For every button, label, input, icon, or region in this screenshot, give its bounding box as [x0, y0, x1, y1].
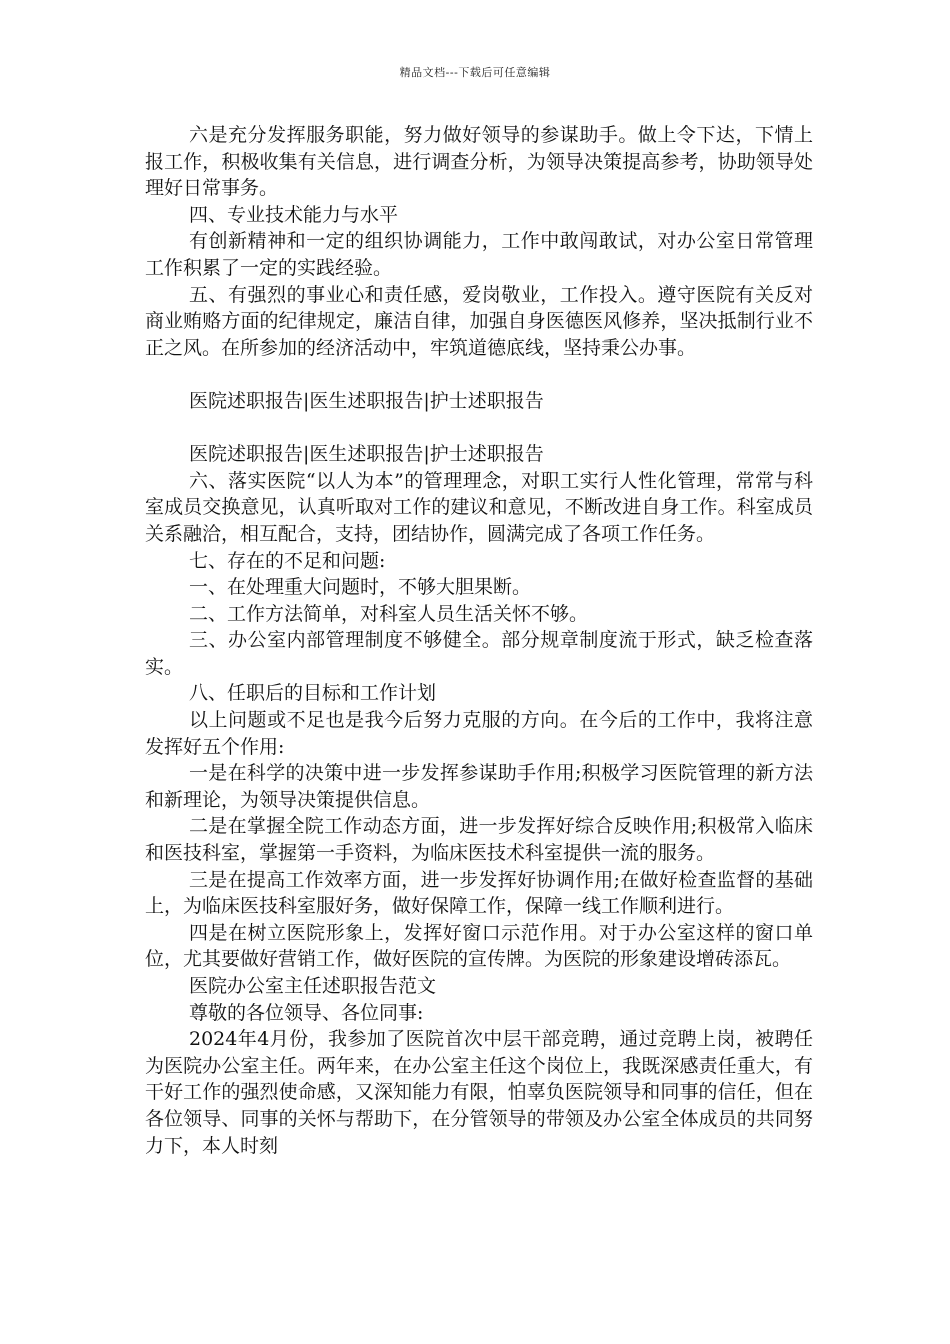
salutation: 尊敬的各位领导、各位同事: — [189, 1001, 424, 1024]
document-body — [145, 122, 813, 1159]
paragraph: 四是在树立医院形象上，发挥好窗口示范作用。对于办公室这样的窗口单位，尤其要做好营销工作，做好医院的宣传牌。为医院的形象建设增砖添瓦。 — [145, 921, 813, 971]
section-heading: 四、专业技术能力与水平 — [189, 203, 399, 226]
paragraph: 一是在科学的决策中进一步发挥参谋助手作用;积极学习医院管理的新方法和新理论，为领导决策提供信息。 — [145, 762, 813, 811]
title-line: 医院述职报告|医生述职报告|护士述职报告 — [189, 443, 544, 466]
paragraph: 五、有强烈的事业心和责任感，爱岗敬业，工作投入。遵守医院有关反对商业贿赂方面的纪律规定，廉洁自律，加强自身医德医风修养，坚决抵制行业不正之风。在所参加的经济活动中，牢筑道德底线，坚持秉公办事。 — [145, 283, 813, 359]
paragraph: 六、落实医院“以人为本”的管理理念，对职工实行人性化管理，常常与科室成员交换意见，认真听取对工作的建议和意见，不断改进自身工作。科室成员关系融洽，相互配合，支持，团结协作，圆满完成了各项工作任务。 — [145, 469, 813, 545]
section-heading: 七、存在的不足和问题: — [189, 549, 386, 572]
blank-line — [145, 361, 813, 388]
paragraph: 一、在处理重大问题时，不够大胆果断。 — [189, 576, 532, 599]
blank-line — [145, 415, 813, 442]
paragraph: 三、办公室内部管理制度不够健全。部分规章制度流于形式，缺乏检查落实。 — [145, 629, 813, 678]
title-line: 医院述职报告|医生述职报告|护士述职报告 — [189, 389, 544, 412]
paragraph: 三是在提高工作效率方面，进一步发挥好协调作用;在做好检查监督的基础上，为临床医技科室服好务，做好保障工作，保障一线工作顺利进行。 — [145, 868, 813, 918]
paragraph: 二、工作方法简单，对科室人员生活关怀不够。 — [189, 602, 589, 625]
section-heading: 医院办公室主任述职报告范文 — [189, 975, 437, 997]
paragraph: 六是充分发挥服务职能，努力做好领导的参谋助手。做上令下达，下情上报工作，积极收集有关信息，进行调查分析，为领导决策提高参考，协助领导处理好日常事务。 — [145, 124, 813, 200]
paragraph: 有创新精神和一定的组织协调能力，工作中敢闯敢试，对办公室日常管理工作积累了一定的实践经验。 — [145, 230, 813, 279]
paragraph: 以上问题或不足也是我今后努力克服的方向。在今后的工作中，我将注意发挥好五个作用: — [145, 709, 813, 758]
paragraph: 二是在掌握全院工作动态方面，进一步发挥好综合反映作用;积极常入临床和医技科室，掌握第一手资料，为临床医技术科室提供一流的服务。 — [145, 815, 813, 865]
section-heading: 八、任职后的目标和工作计划 — [189, 682, 437, 705]
page-header: 精品文档---下载后可任意编辑 — [399, 66, 551, 79]
paragraph: 2024年4月份，我参加了医院首次中层干部竞聘，通过竞聘上岗，被聘任为医院办公室主任。两年来，在办公室主任这个岗位上，我既深感责任重大，有干好工作的强烈使命感，又深知能力有限，怕辜负医院领导和同事的信任，但在各位领导、同事的关怀与帮助下，在分管领导的带领及办公室全体成员的共同努力下，本人时刻 — [145, 1028, 813, 1157]
